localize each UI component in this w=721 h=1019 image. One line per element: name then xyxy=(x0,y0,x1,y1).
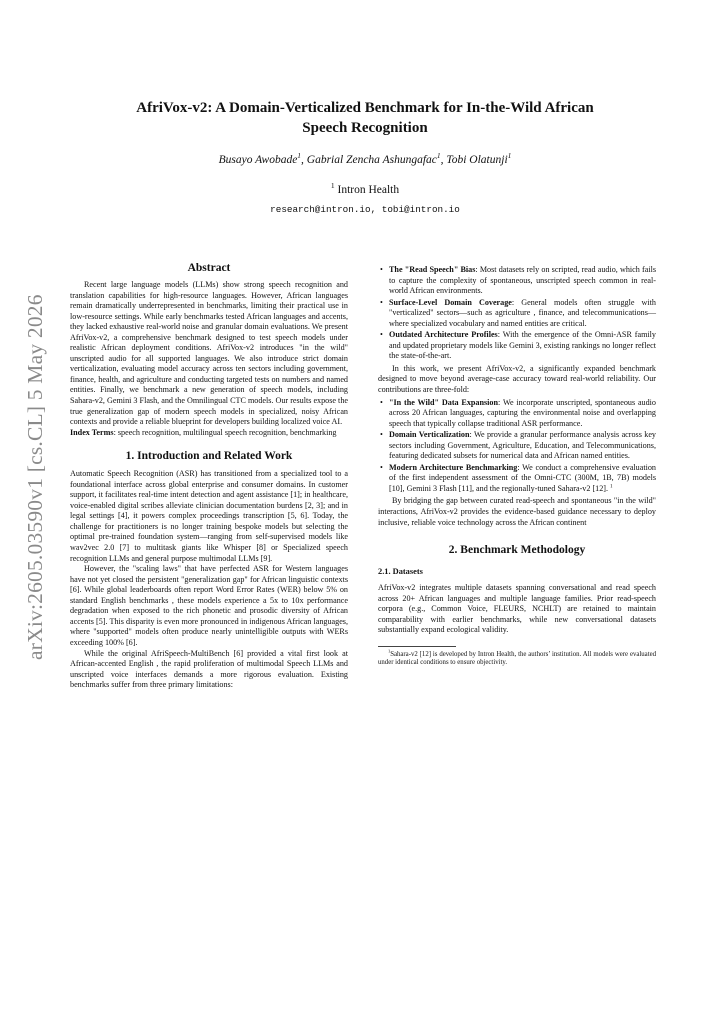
paragraph: By bridging the gap between curated read-speech and spontaneous "in the wild" interactions, AfriVox-v2 provides the evidence-based guidance necessary to deploy inclusive, reliable voice technology across the African continent xyxy=(378,496,656,527)
index-terms: Index Terms: speech recognition, multilingual speech recognition, benchmarking xyxy=(70,427,337,437)
left-column xyxy=(70,260,348,691)
paragraph: AfriVox-v2 integrates multiple datasets spanning conversational and read speech across 20+ African languages and multiple language families. Prior read-speech corpora (e.g., Common Voice, FLEURS, NCHLT) are retained to maintain comparability with earlier benchmarks, while new conversational datasets substantially expand ecological validity. xyxy=(378,583,656,635)
paragraph: While the original AfriSpeech-MultiBench [6] provided a vital first look at African-accented English , the rapid proliferation of multimodal Speech LLMs and unscripted voice interfaces demands a more rigorous evaluation. Existing benchmarks suffer from three primary limitations: xyxy=(70,648,348,690)
abstract-heading: Abstract xyxy=(187,262,231,274)
list-item: • Surface-Level Domain Coverage: General models often struggle with "verticalized" sectors—such as agriculture , finance, and telecommunications—where specialized vocabulary and named entities are critical. xyxy=(378,298,656,330)
footnote-rule xyxy=(378,646,456,647)
limitations-list xyxy=(378,265,656,362)
author: Gabrial Zencha Ashungafac$^1$ xyxy=(306,151,441,166)
arxiv-stamp: arXiv:2605.03590v1 [cs.CL] 5 May 2026 xyxy=(23,294,47,660)
subsection-2-1-heading: 2.1. Datasets xyxy=(378,567,423,577)
footnote-marker: 1 xyxy=(610,483,613,490)
footnote: $^1$Sahara-v2 [12] is developed by Intron Health, the authors’ institution. All models were evaluated under identical conditions to ensure objectivity. xyxy=(378,648,656,667)
author-emails: research@intron.io, tobi@intron.io xyxy=(270,204,460,215)
section-2-heading: 2. Benchmark Methodology xyxy=(448,544,586,557)
section-1-heading: 1. Introduction and Related Work xyxy=(125,450,293,463)
paragraph: However, the "scaling laws" that have perfected ASR for Western languages have not yet closed the persistent "generalization gap" for African linguistic contexts [6]. While global leaderboards often report Word Error Rates (WER) below 5% on standard English benchmarks , these models experience a 5x to 10x performance degradation when exposed to the rich phonetic and prosodic diversity of African accents [5]. This disparity is even more pronounced in indigenous African languages, where "supported" models often produce nearly unintelligible outputs with WERs exceeding 100% [6]. xyxy=(70,564,348,647)
list-item: • The "Read Speech" Bias: Most datasets rely on scripted, read audio, which fails to capture the complexity of spontaneous, unscripted speech common in real-world African environments. xyxy=(378,265,656,297)
author-list: Busayo Awobade$^1$, Gabrial Zencha Ashungafac$^1$, Tobi Olatunji$^1$ xyxy=(218,151,512,166)
affiliation: $^1$ Intron Health xyxy=(330,181,400,196)
list-item: • Modern Architecture Benchmarking: We conduct a comprehensive evaluation of the first independent assessment of the Omni-CTC (300M, 1B, 7B) models [10], Gemini 3 Flash [11], and the regionally-tuned Sahara-v2 [12]. $^1$ xyxy=(378,463,656,495)
right-column xyxy=(378,263,656,668)
title-line-1: AfriVox-v2: A Domain-Verticalized Benchmark for In-the-Wild African xyxy=(136,100,594,116)
list-item: • Domain Verticalization: We provide a granular performance analysis across key sectors including Government, Agriculture, Education, and Telecommunications, featuring dedicated subsets for numerical data and African named entities. xyxy=(378,430,656,462)
list-item: • Outdated Architecture Profiles: With the emergence of the Omni-ASR family and updated proprietary models like Gemini 3, existing rankings no longer reflect the state-of-the-art. xyxy=(378,330,656,362)
contributions-list xyxy=(378,398,656,495)
paragraph: In this work, we present AfriVox-v2, a significantly expanded benchmark designed to move beyond average-case accuracy toward real-world reliability. Our contributions are three-fold: xyxy=(378,363,656,395)
paper-title xyxy=(80,98,650,138)
list-item: • "In the Wild" Data Expansion: We incorporate unscripted, spontaneous audio across 20 African languages, capturing the environmental noise and overlapping speech that typically collapse traditional ASR performance. xyxy=(378,398,656,430)
author: Tobi Olatunji$^1$ xyxy=(446,151,512,166)
author: Busayo Awobade$^1$ xyxy=(218,151,302,166)
abstract-text: Recent large language models (LLMs) show strong speech recognition and translation capabilities for high-resource languages. However, African languages remain dramatically underrepresented in benchmarks, limiting their practical use in low-resource settings. While early benchmarks tested African languages and accents, they lacked exhaustive real-world noise and granular domain evaluations. We present AfriVox-v2, a comprehensive benchmark designed to test speech models under realistic African deployment conditions. AfriVox-v2 introduces "in the wild" unscripted audio for all supported languages. We also introduce strict domain verticalization, evaluating model accuracy across ten sectors including government, finance, health, and agriculture and conducting targeted tests on numbers and named entities. Finally, we benchmark a new generation of speech models, including Sahara-v2, Gemini 3 Flash, and the Omnilingual CTC models. Our results expose the true generalization gap of modern speech models in specialized, noisy African contexts and provide a reliable blueprint for developers building localized voice AI. xyxy=(70,280,348,427)
title-line-2: Speech Recognition xyxy=(302,120,428,136)
paragraph: Automatic Speech Recognition (ASR) has transitioned from a specialized tool to a foundational interface across global enterprise and consumer domains. In customer support, it facilitates real-time intent detection and agent assistance [1]; in healthcare, voice-enabled digital scribes alleviate clinician documentation burdens [2, 3]; and in legal settings [4], it powers complex proceedings transcription [5, 6]. Today, the challenge for practitioners is no longer training bespoke models but selecting the optimal pre-trained foundation system—ranging from self-supervised models like wav2vec 2.0 [7] to multitask giants like Whisper [8] or Specialized speech recognition LLMs and general purpose multimodal LLMs [9]. xyxy=(70,469,348,563)
